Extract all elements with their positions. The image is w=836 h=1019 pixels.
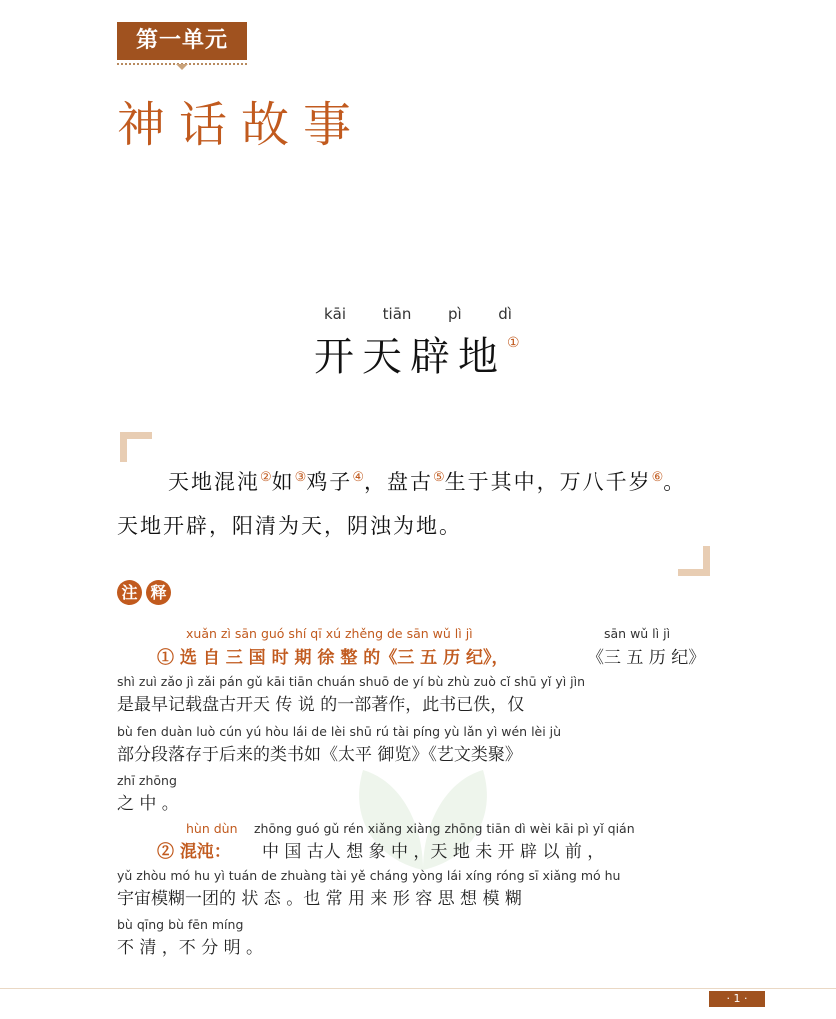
note-marker[interactable]: ③ [294, 470, 307, 485]
note-2-line-3-text: 不 清 ，不 分 明 。 [117, 938, 264, 958]
footer-rule [0, 988, 836, 989]
note-1-line-4-text: 之 中 。 [117, 794, 179, 814]
note-marker[interactable]: ④ [352, 470, 364, 485]
title-pinyin-syllable: pì [447, 305, 462, 323]
note-2-line-2-text: 宇宙模糊一团的 状 态 。也 常 用 来 形 容 思 想 模 糊 [117, 889, 522, 909]
text-segment: 如 [271, 470, 295, 494]
title-pinyin-syllable: kāi [324, 305, 347, 323]
classical-text-line-2: 天地开辟，阳清为天，阴浊为地。 [117, 514, 462, 538]
note-1-pinyin-tail: sān wǔ lì jì [604, 626, 671, 641]
note-2-line-2-pinyin: yǔ zhòu mó hu yì tuán de zhuàng tài yě cháng yòng lái xíng róng sī xiǎng mó hu [117, 868, 621, 883]
title-note-marker: ① [507, 335, 520, 351]
note-1-line-3-text: 部分段落存于后来的类书如《太平 御览》《艺文类聚》 [117, 745, 522, 765]
notes-label-char: 释 [146, 580, 171, 605]
text-segment: 天地混沌 [168, 470, 260, 494]
note-1-line-4-pinyin: zhī zhōng [117, 773, 177, 788]
text-segment: ，盘古 [363, 470, 433, 494]
note-1-line-3-pinyin: bù fen duàn luò cún yú hòu lái de lèi shū rú tài píng yù lǎn yì wén lèi jù [117, 724, 562, 739]
unit-title: 神话故事 [117, 97, 366, 153]
note-marker[interactable]: ⑤ [432, 470, 445, 485]
note-marker[interactable]: ⑥ [651, 470, 664, 485]
text-segment: 。 [663, 470, 687, 494]
note-marker[interactable]: ② [260, 470, 272, 485]
article-title-block [300, 305, 540, 382]
notes-label-char: 注 [117, 580, 142, 605]
title-pinyin [300, 305, 540, 323]
title-pinyin-syllable: dì [498, 305, 512, 323]
page-number: · 1 · [709, 991, 765, 1007]
text-segment: 生于其中，万八千岁 [444, 470, 652, 494]
note-2-line-3-pinyin: bù qīng bù fēn míng [117, 917, 244, 932]
notes-label [117, 580, 171, 605]
unit-tag: 第一单元 [117, 22, 247, 60]
unit-tag-notch [176, 64, 188, 70]
note-2-heading: ② 混沌： [157, 842, 231, 862]
note-1-line-2-pinyin: shì zuì zǎo jì zǎi pán gǔ kāi tiān chuán shuō de yí bù zhù zuò cǐ shū yǐ yì jìn [117, 674, 586, 689]
text-segment: 鸡子 [306, 470, 353, 494]
note-2-text: 中 国 古人 想 象 中 ，天 地 未 开 辟 以 前 ， [262, 842, 605, 862]
quote-bracket-top-left [120, 432, 152, 462]
note-1-line-2-text: 是最早记载盘古开天 传 说 的一部著作，此书已佚，仅 [117, 695, 525, 715]
note-1-book-title: 《三 五 历 纪》 [587, 648, 706, 668]
note-2-pinyin-body: zhōng guó gǔ rén xiǎng xiàng zhōng tiān dì wèi kāi pì yǐ qián [254, 821, 635, 836]
title-pinyin-syllable: tiān [382, 305, 412, 323]
quote-bracket-bottom-right [678, 546, 710, 576]
note-2-pinyin: hùn dùn [186, 821, 238, 836]
article-title: 开天辟地 [314, 334, 506, 380]
note-1-heading: ① 选 自 三 国 时 期 徐 整 的《三 五 历 纪》， [157, 648, 509, 668]
note-1-pinyin: xuǎn zì sān guó shí qī xú zhěng de sān wǔ lì jì [186, 626, 473, 641]
classical-text-line-1 [168, 466, 686, 496]
